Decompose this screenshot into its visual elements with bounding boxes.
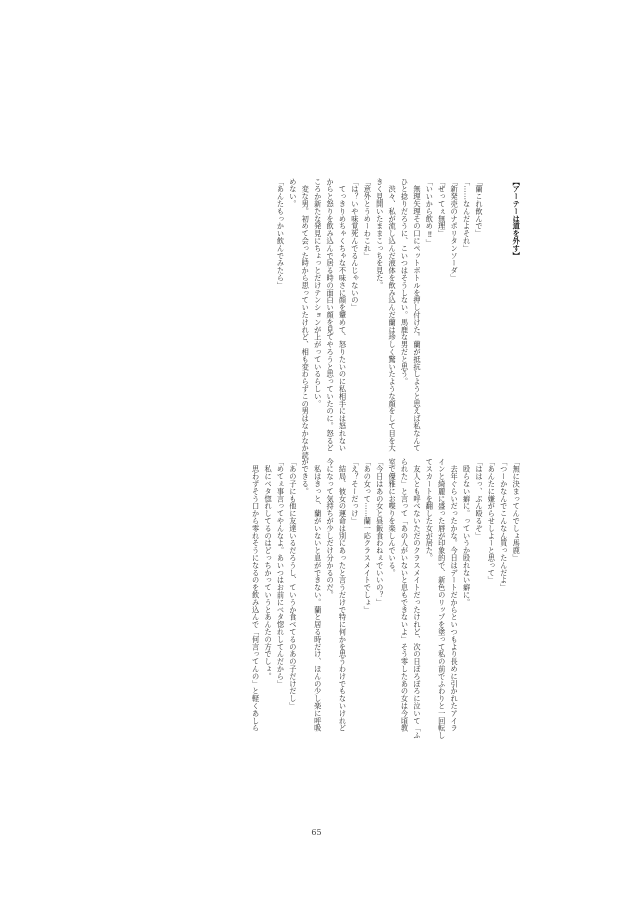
text-line: 今になって気持ちが少しだけ分かるのだ。 [326, 458, 336, 599]
text-line: 友人とも呼べないただのクラスメイトだったけれど、次の日ぼろぼろに泣いて「ふ [412, 458, 422, 740]
text-line: 「つーかなんでこんなん買ったんだよ」 [499, 458, 509, 592]
text-line: 思わずそう口から零れそうになるのを飲み込んで「何言ってんの」と軽くあしら [251, 458, 261, 732]
text-line: 「あんたもっかい飲んでみたら」 [276, 178, 286, 289]
text-line: 「めてぇ事言ってやんなよ。あいつはお前にベタ惚れしてんだから」 [276, 458, 286, 688]
text-line: てっきりめちゃくちゃな不味さに顔を顰めて、怒りたいのに私相手には怒れない [338, 178, 348, 452]
text-line: からと怒りを飲み込んで居る時の面白い顔を見てやろうと思っていたのに。怒るど [326, 178, 336, 452]
text-line: 変な男。初めて会った時から思っていたけれど、相も変わらずこの男はなかなか読 [301, 178, 311, 460]
text-line: 「え？そーだっけ」 [350, 458, 360, 525]
text-line: 「いいから飲め‼」 [425, 178, 435, 247]
text-line: てスカートを翻した女が居た。 [425, 458, 435, 562]
text-line: 「……なんだよそれ」 [462, 178, 472, 252]
section-title: 【アーテーは道を外す】 [512, 178, 522, 260]
text-line: ころか新たな発見にちょっとだけテンションが上がっているらしい。 [313, 178, 323, 408]
text-line: ができる。 [301, 458, 311, 495]
text-line: 私はきっと、蘭がいないと息ができない。蘭と居る時だけ、ほんの少し楽に呼吸 [313, 458, 323, 732]
text-line: めない。 [288, 178, 298, 208]
text-line: られた」と言って「あの人がいないと息もできないよ」そう零したあの女は今頃教 [400, 458, 410, 732]
text-line: 「ははっ、ぶん殴るぞ」 [474, 458, 484, 540]
text-line: 渋々、私が流し込んだ液体を飲み込んだ蘭は珍しく驚いたような顔をして目を大 [388, 178, 398, 452]
text-line: ひと捻りだろうに、こいつはそうしない。馬鹿な男だと思う。 [400, 178, 410, 386]
page-number: 65 [311, 828, 322, 837]
text-line: 殴らない癖に。っていうか殴れない癖に。 [462, 458, 472, 606]
text-line: 「無に決まってんでしょ馬鹿」 [512, 458, 522, 562]
text-line: 「蘭これ飲んで」 [474, 178, 484, 238]
text-line: 無理矢理その口にペットボトルを押し付けた。蘭が抵抗しようと思えば私なんて [412, 178, 422, 452]
text-line: インと綺麗に盛った唇が印象的で、新色のリップを塗って私の前でふわりと一回転し [437, 458, 447, 740]
text-line: 「あの子にも他に友達いるだろうし、ていうか食べてるのあの子だけだし」 [288, 458, 298, 710]
text-line: 「意外とうめーわこれ」 [363, 178, 373, 260]
text-line: 室で優雅にお喋りを楽しんでいる。 [388, 458, 398, 577]
text-line: 「今日はあの女と昼飯食わねぇでいいの？」 [375, 458, 385, 606]
lower-text-block [224, 458, 547, 798]
text-line: 結局、彼女の運命は別にあったと言うだけで特に何かを思うわけでもないけれど [338, 458, 348, 732]
text-line: 「新発売のナポリタンソーダ」 [450, 178, 460, 282]
upper-text-block [249, 178, 547, 460]
text-line: 「ぜってぇ無理」 [437, 178, 447, 238]
text-line: 「あんたに嫌がらせしよーと思って」 [487, 458, 497, 584]
text-line: 「は？いや味覚死んでるんじゃないの」 [350, 178, 360, 312]
text-line: 「あの女って……蘭一応クラスメイトでしょ」 [363, 458, 373, 614]
text-line: 去年ぐらいだったかな。今日はデートだからといつもより長めに引かれたアイラ [450, 458, 460, 732]
text-line: 私にベタ惚れしてるのはどっちかっていうとあんたの方でしょ。 [264, 458, 274, 680]
text-line: きく見開いたままこっちを見た。 [375, 178, 385, 289]
